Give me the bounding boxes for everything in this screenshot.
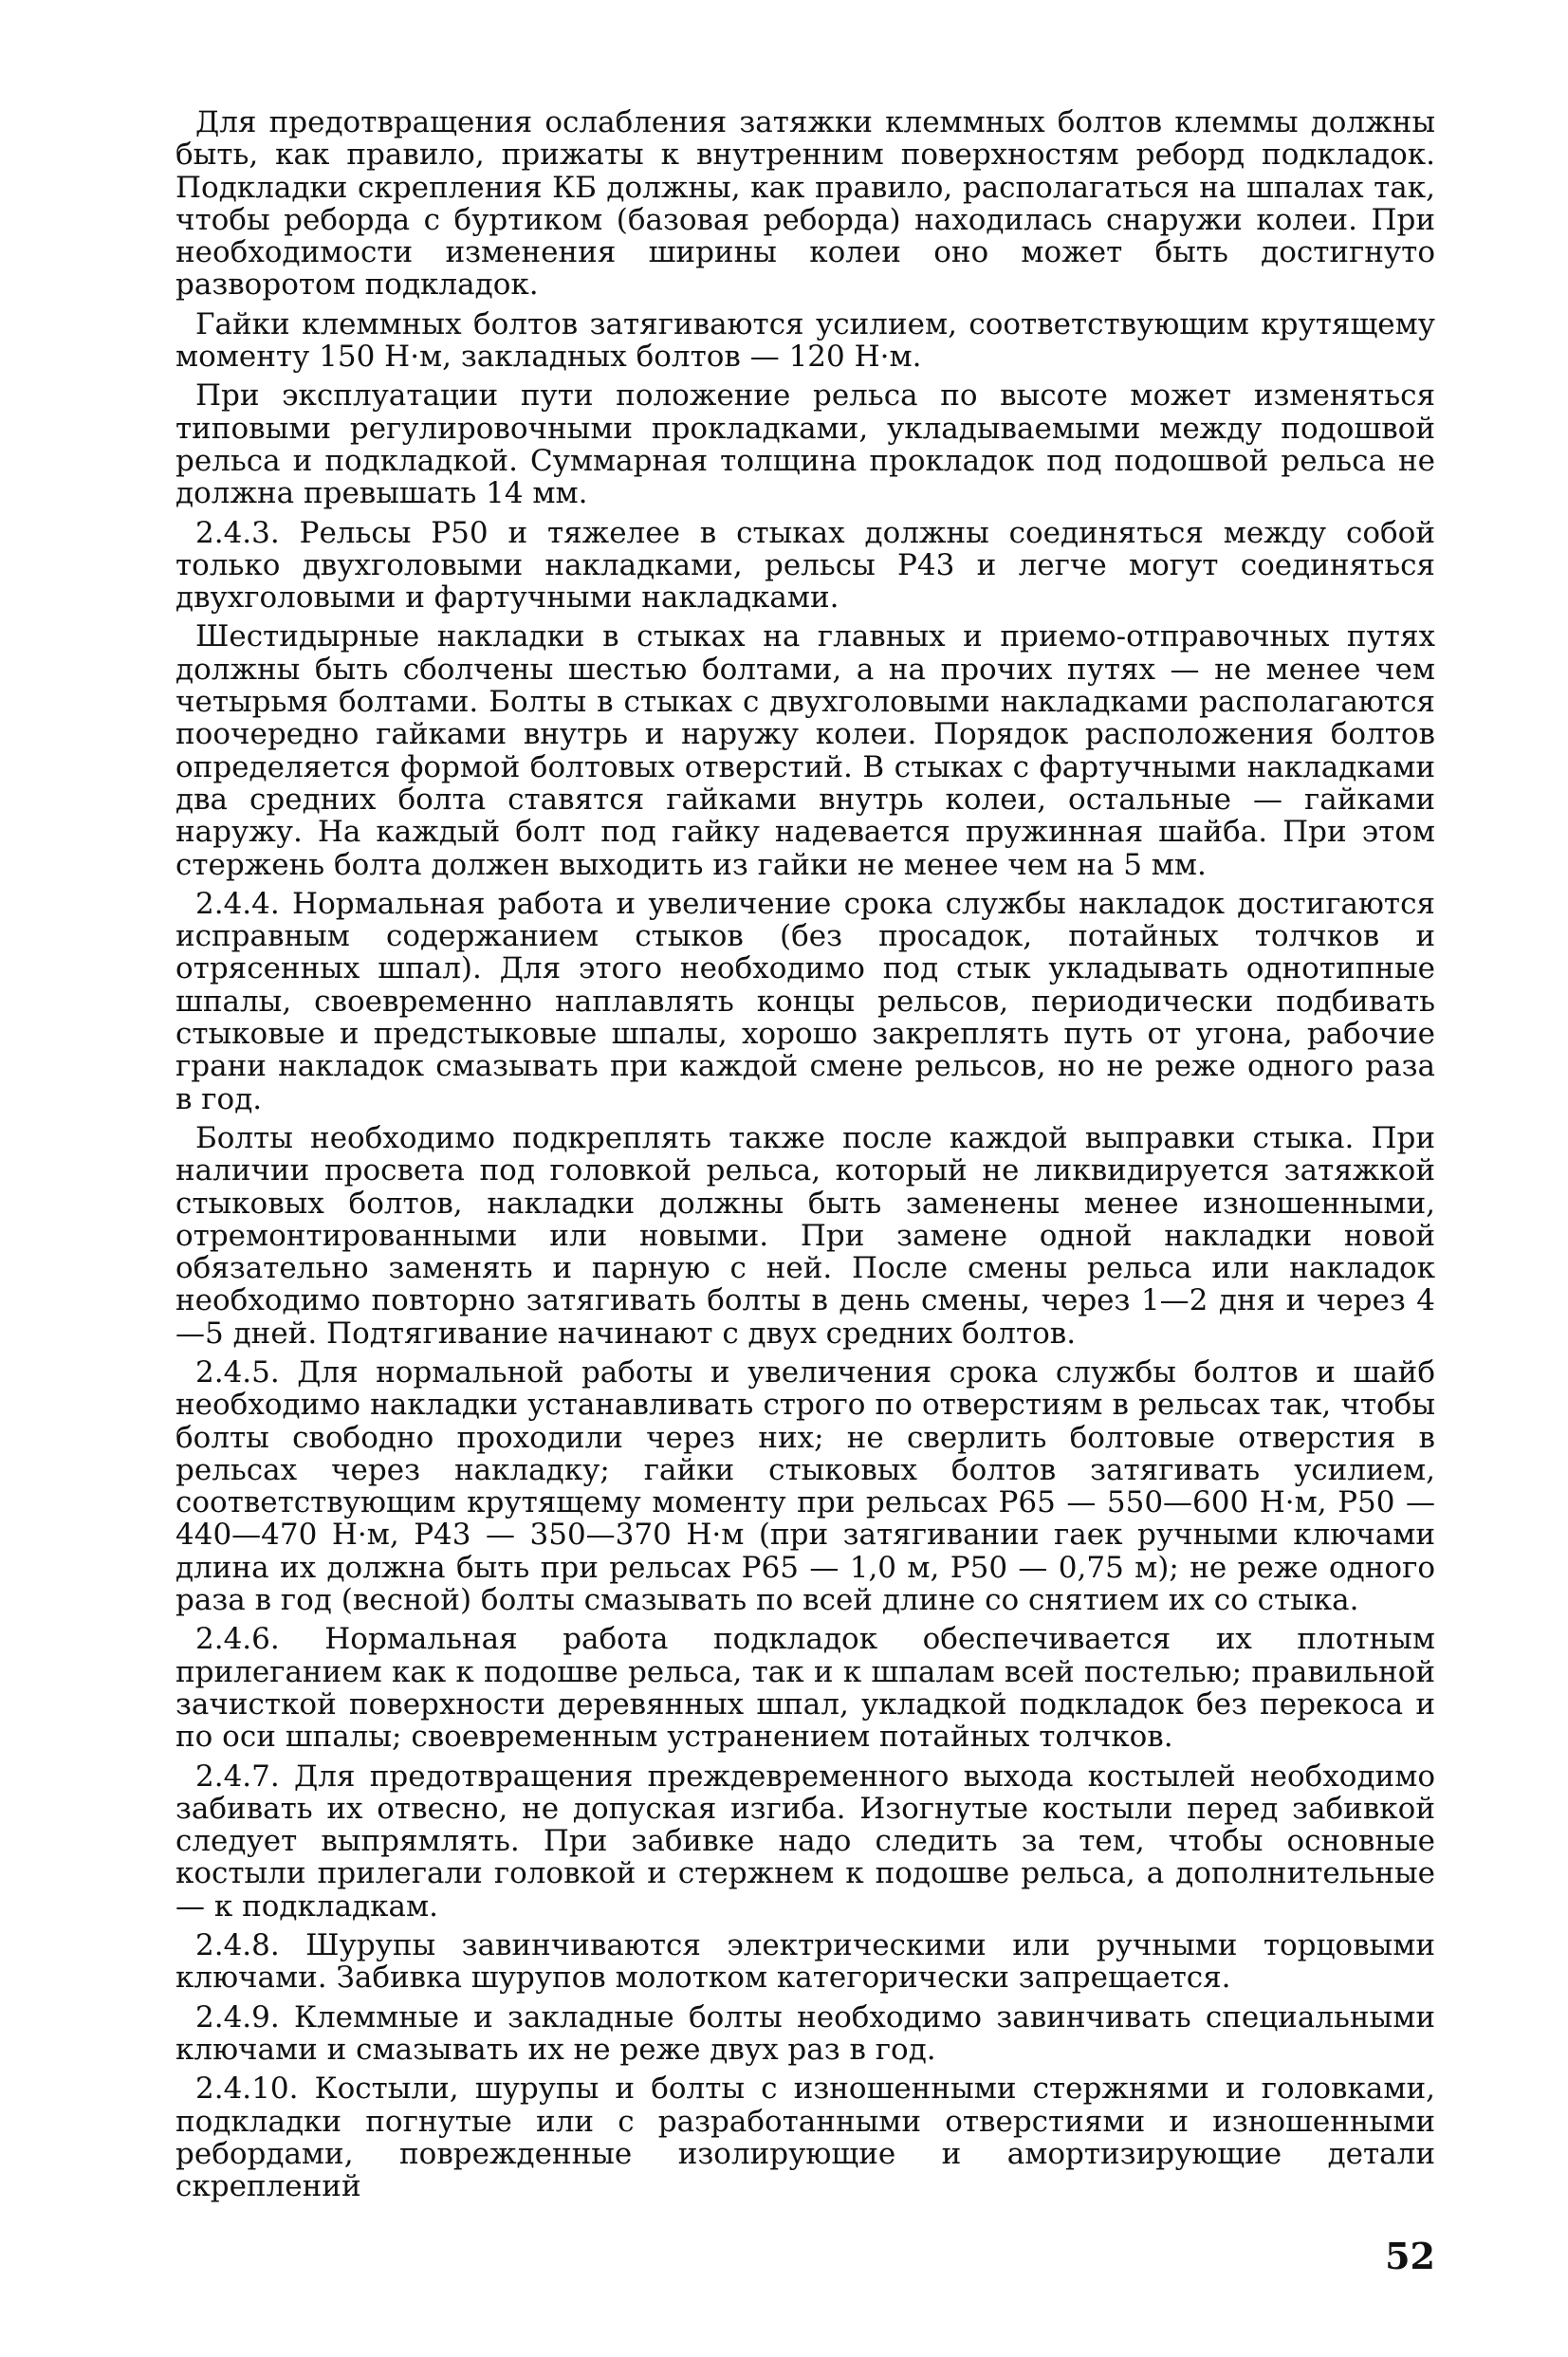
paragraph-2-4-6: 2.4.6. Нормальная работа подкладок обеспечивается их плотным прилеганием как к подошве рельса, так и к шпалам всей постелью; правильной зачисткой поверхности деревянных шпал, укладкой подкладок без перекоса и по оси шпалы; своевременным устранением потайных толчков. [175,1622,1435,1755]
paragraph-2-4-3: 2.4.3. Рельсы Р50 и тяжелее в стыках должны соединяться между собой только двухголовыми накладками, рельсы Р43 и легче могут соединяться двухголовыми и фартучными накладками. [175,515,1435,616]
paragraph-nut-torque: Гайки клеммных болтов затягиваются усилием, соответствующим крутящему моменту 150 Н·м, закладных болтов — 120 Н·м. [175,306,1435,375]
paragraph-2-4-10: 2.4.10. Костыли, шурупы и болты с изношенными стержнями и головками, подкладки погнутые или с разработанными отверстиями и изношенными ребордами, поврежденные изолирующие и амортизирующие детали скреплений [175,2072,1435,2204]
paragraph-terminal-bolts: Для предотвращения ослабления затяжки клеммных болтов клеммы должны быть, как правило, прижаты к внутренним поверхностям реборд подкладок. Подкладки скрепления КБ должны, как правило, располагаться на шпалах так, чтобы реборда с буртиком (базовая реборда) находилась снаружи колеи. При необходимости изменения ширины колеи оно может быть достигнуто разворотом подкладок. [175,105,1435,303]
page-body [175,106,1435,2202]
paragraph-2-4-9: 2.4.9. Клеммные и закладные болты необходимо завинчивать специальными ключами и смазывать их не реже двух раз в год. [175,1999,1435,2067]
paragraph-2-4-8: 2.4.8. Шурупы завинчиваются электрическими или ручными торцовыми ключами. Забивка шурупов молотком категорически запрещается. [175,1928,1435,1996]
paragraph-2-4-7: 2.4.7. Для предотвращения преждевременного выхода костылей необходимо забивать их отвесно, не допуская изгиба. Изогнутые костыли перед забивкой следует выпрямлять. При забивке надо следить за тем, чтобы основные костыли прилегали головкой и стержнем к подошве рельса, а дополнительные — к подкладкам. [175,1759,1435,1924]
paragraph-rail-height: При эксплуатации пути положение рельса по высоте может изменяться типовыми регулировочными прокладками, укладываемыми между подошвой рельса и подкладкой. Суммарная толщина прокладок под подошвой рельса не должна превышать 14 мм. [175,378,1435,511]
paragraph-2-4-4: 2.4.4. Нормальная работа и увеличение срока службы накладок достигаются исправным содержанием стыков (без просадок, потайных толчков и отрясенных шпал). Для этого необходимо под стык укладывать однотипные шпалы, своевременно наплавлять концы рельсов, периодически подбивать стыковые и предстыковые шпалы, хорошо закреплять путь от угона, рабочие грани накладок смазывать при каждой смене рельсов, но не реже одного раза в год. [175,886,1435,1116]
paragraph-2-4-5: 2.4.5. Для нормальной работы и увеличения срока службы болтов и шайб необходимо накладки устанавливать строго по отверстиям в рельсах так, чтобы болты свободно проходили через них; не сверлить болтовые отверстия в рельсах через накладку; гайки стыковых болтов затягивать усилием, соответствующим крутящему моменту при рельсах Р65 — 550—600 Н·м, Р50 — 440—470 Н·м, Р43 — 350—370 Н·м (при затягивании гаек ручными ключами длина их должна быть при рельсах Р65 — 1,0 м, Р50 — 0,75 м); не реже одного раза в год (весной) болты смазывать по всей длине со снятием их со стыка. [175,1354,1435,1618]
paragraph-six-hole-plates: Шестидырные накладки в стыках на главных и приемо-отправочных путях должны быть сболчены шестью болтами, а на прочих путях — не менее чем четырьмя болтами. Болты в стыках с двухголовыми накладками располагаются поочередно гайками внутрь и наружу колеи. Порядок расположения болтов определяется формой болтовых отверстий. В стыках с фартучными накладками два средних болта ставятся гайками внутрь колеи, остальные — гайками наружу. На каждый болт под гайку надевается пружинная шайба. При этом стержень болта должен выходить из гайки не менее чем на 5 мм. [175,619,1435,882]
page-number: 52 [1385,2235,1435,2277]
paragraph-bolt-tightening: Болты необходимо подкреплять также после каждой выправки стыка. При наличии просвета под головкой рельса, который не ликвидируется затяжкой стыковых болтов, накладки должны быть заменены менее изношенными, отремонтированными или новыми. При замене одной накладки новой обязательно заменять и парную с ней. После смены рельса или накладок необходимо повторно затягивать болты в день смены, через 1—2 дня и через 4—5 дней. Подтягивание начинают с двух средних болтов. [175,1120,1435,1351]
